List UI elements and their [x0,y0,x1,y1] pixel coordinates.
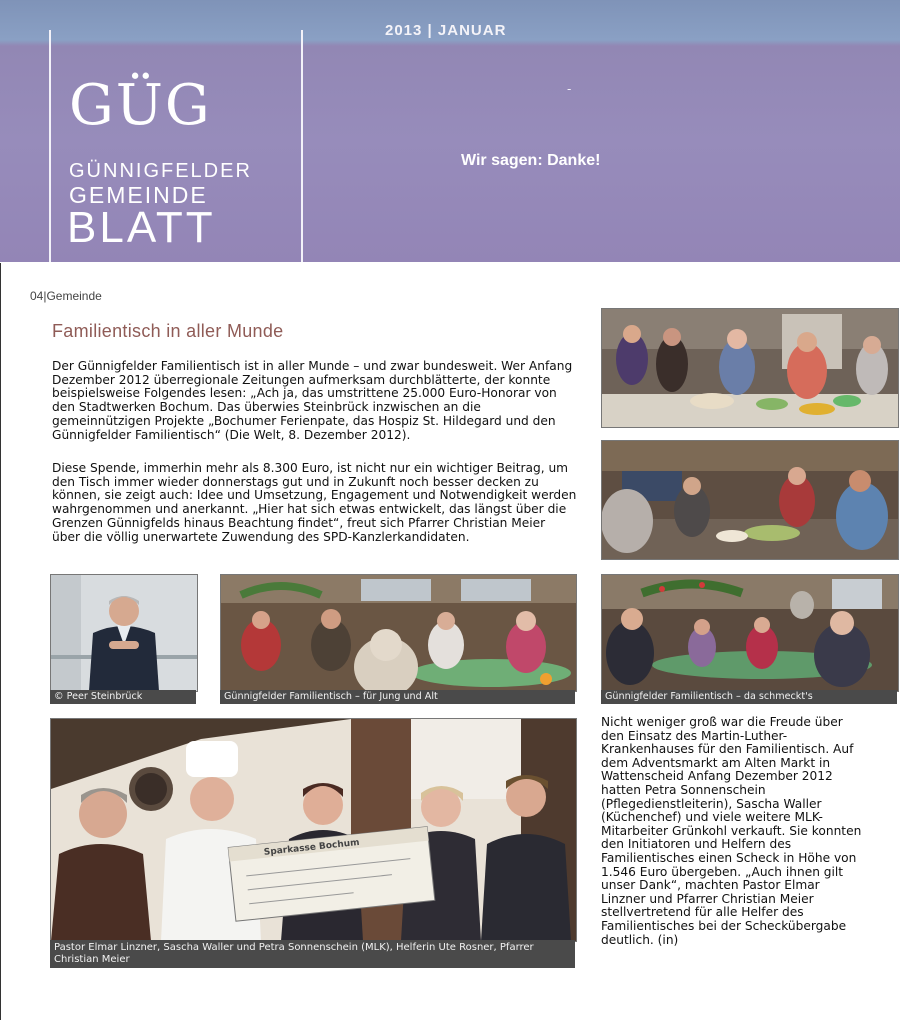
caption-jung-und-alt: Günnigfelder Familientisch – für Jung und Alt [220,690,575,704]
photo-check-handover [50,718,577,942]
photo-buffet [601,440,899,560]
caption-da-schmeckts: Günnigfelder Familientisch – da schmeckt's [601,690,897,704]
logo-frame [49,30,303,262]
issue-date: 2013 | JANUAR [385,22,507,39]
photo-steinbrueck [50,574,198,692]
photo-kitchen-helpers [601,308,899,428]
photo-da-schmeckts [601,574,899,692]
caption-check-handover: Pastor Elmar Linzner, Sascha Waller und Petra Sonnenschein (MLK), Helferin Ute Rosner, Pfarrer Christian Meier [50,940,575,968]
caption-steinbrueck: © Peer Steinbrück [50,690,196,704]
article-side-text: Nicht weniger groß war die Freude über den Einsatz des Martin-Luther-Krankenhauses für den Familientisch. Auf dem Adventsmarkt am Alten Markt in Wattenscheid Anfang Dezember 2012 hatten Petra Sonnenschein (Pflegedienstleiterin), Sascha Waller (Küchenchef) und viele weitere MLK-Mitarbeiter Grünkohl verkauft. Sie konnten den Initiatoren und Helfern des Familientisches einen Scheck in Höhe von 1.546 Euro übergeben. „Auch ihnen gilt unser Dank“, machten Pastor Elmar Linzner und Pfarrer Christian Meier stellvertretend für alle Helfer des Familientisches bei der Scheckübergabe deutlich. (in) [601,715,862,947]
logo-line-blatt: BLATT [67,203,216,252]
section-label: 04|Gemeinde [30,289,102,303]
logo-line-gemeinde: GEMEINDE [69,182,208,208]
article-title: Familientisch in aller Munde [52,321,284,341]
magazine-header [0,0,900,262]
logo-mark: GÜG [69,73,212,138]
check-bank-label: Sparkasse Bochum [263,837,360,858]
header-tagline: Wir sagen: Danke! [461,152,601,169]
logo-line-guennigfelder: GÜNNIGFELDER [69,160,252,182]
header-dash: - [567,82,572,96]
photo-jung-und-alt [220,574,577,692]
article-paragraph-2: Diese Spende, immerhin mehr als 8.300 Euro, ist nicht nur ein wichtiger Beitrag, um den Tisch immer wieder donnerstags gut und in Zukunft noch besser decken zu können, sie zeigt auch: Idee und Umsetzung, Engagement und Notwendigkeit werden wahrgenommen und anerkannt. „Hier hat sich etwas entwickelt, das längst über die Grenzen Günnigfelds hinaus Beachtung findet“, freut sich Pfarrer Christian Meier über die völlig unerwartete Zuwendung des SPD-Kanzlerkandidaten. [52,461,577,544]
article-paragraph-1: Der Günnigfelder Familientisch ist in aller Munde – und zwar bundesweit. Wer Anfang Dezember 2012 überregionale Zeitungen aufmerksam durchblätterte, der konnte beispielsweise Folgendes lesen: „Ach ja, das umstrittene 25.000 Euro-Honorar von den Stadtwerken Bochum. Das überwies Steinbrück inzwischen an die gemeinnützigen Projekte „Bochumer Ferienpate, das Hospiz St. Hildegard und den Günnigfelder Familientisch“ (Die Welt, 8. Dezember 2012). [52,359,573,442]
